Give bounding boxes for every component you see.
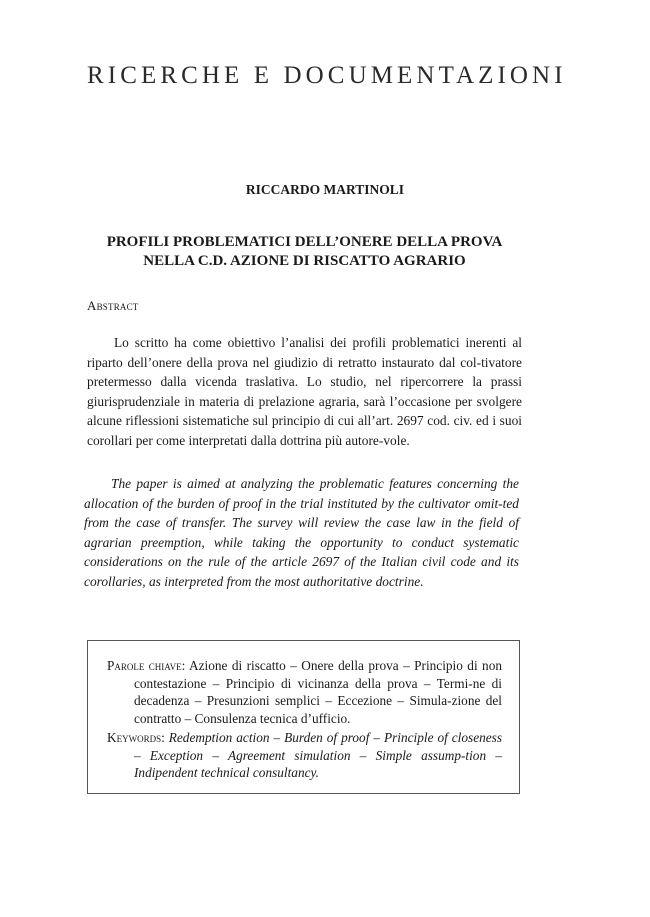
- section-header: RICERCHE E DOCUMENTAZIONI: [87, 62, 567, 89]
- abstract-heading: Abstract: [87, 298, 139, 313]
- title-line-2: NELLA C.D. AZIONE DI RISCATTO AGRARIO: [143, 253, 466, 269]
- article-title: [87, 233, 522, 271]
- keywords-block: [107, 729, 502, 782]
- parole-chiave-label: Parole chiave:: [107, 658, 186, 673]
- keywords-label: Keywords:: [107, 730, 165, 745]
- keywords-box: [87, 640, 520, 794]
- abstract-italian-paragraph: Lo scritto ha come obiettivo l’analisi dei profili problematici inerenti al riparto dell’onere della prova nel giudizio di retratto instaurato dal col-tivatore pretermesso dalla vicenda traslativa. Lo studio, nel ripercorrere la prassi giurisprudenziale in materia di prelazione agraria, sarà l’occasione per svolgere alcune riflessioni sistematiche sul principio di cui all’art. 2697 cod. civ. ed i suoi corollari per come interpretati dalla dottrina più autore-vole.: [87, 335, 522, 448]
- article-author: RICCARDO MARTINOLI: [245, 182, 405, 197]
- abstract-english-paragraph: The paper is aimed at analyzing the problematic features concerning the allocation of the burden of proof in the trial instituted by the cultivator omit-ted from the case of transfer. The survey will review the case law in the field of agrarian preemption, while taking the opportunity to conduct systematic considerations on the rule of the article 2697 of the Italian civil code and its corollaries, as interpreted from the most authoritative doctrine.: [84, 476, 519, 589]
- parole-chiave-block: [107, 657, 502, 727]
- parole-chiave-text: Azione di riscatto – Onere della prova – Principio di non contestazione – Principio di vicinanza della prova – Termi-ne di decadenza – Presunzioni semplici – Eccezione – Simula-zione del contratto – Consulenza tecnica d’ufficio.: [134, 658, 502, 726]
- keywords-text: Redemption action – Burden of proof – Principle of closeness – Exception – Agreement simulation – Simple assump-tion – Indipendent technical consultancy.: [134, 730, 502, 781]
- title-line-1: PROFILI PROBLEMATICI DELL’ONERE DELLA PROVA: [106, 234, 503, 250]
